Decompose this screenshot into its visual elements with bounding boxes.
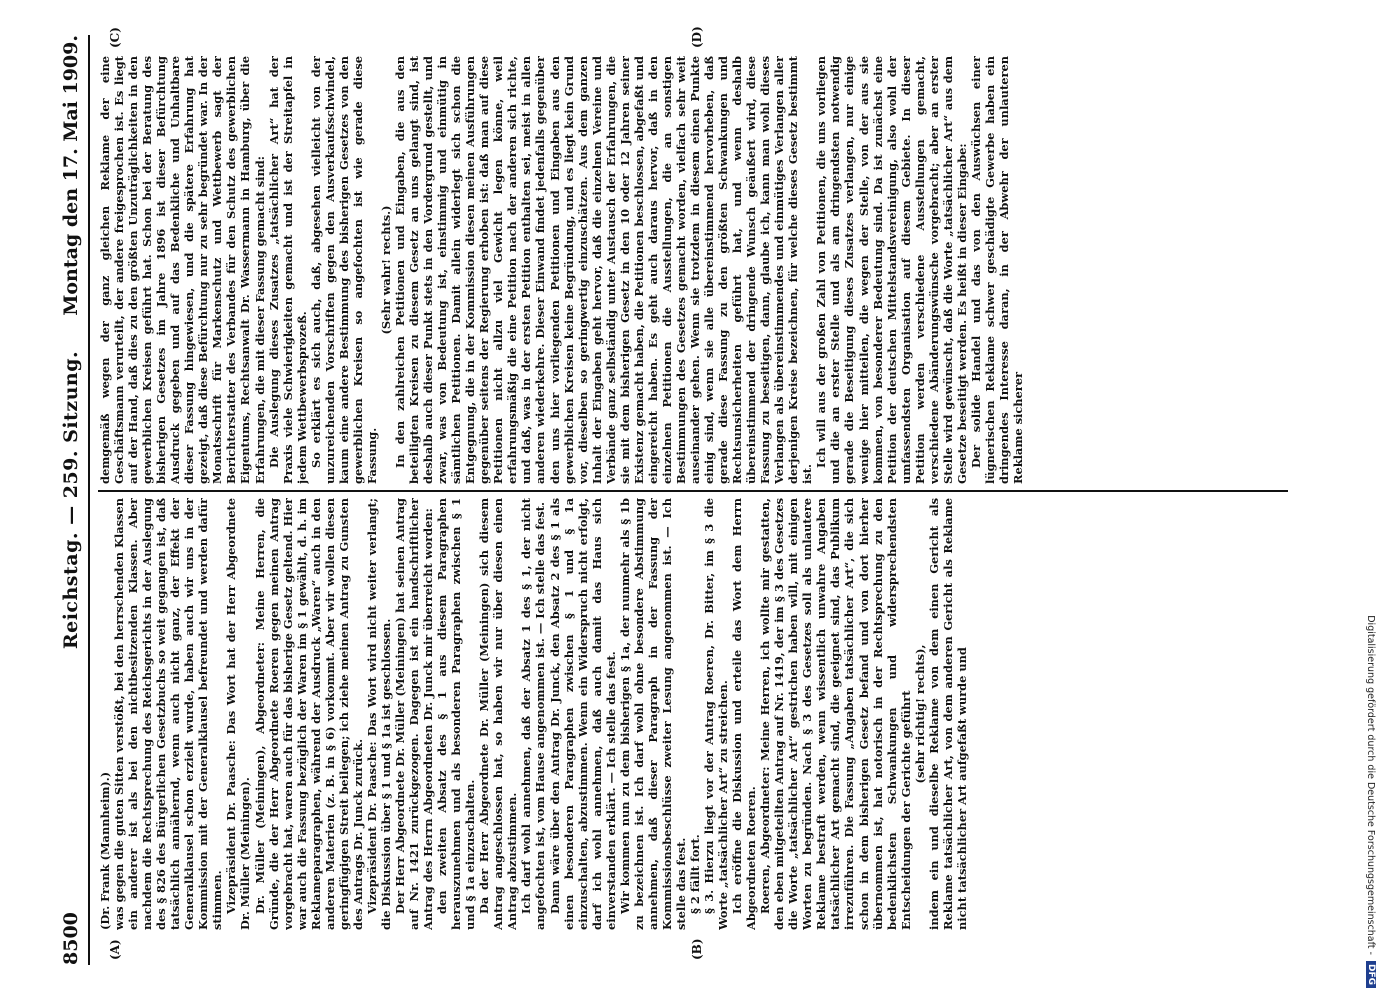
- paragraph: (sehr richtig! rechts),: [912, 644, 927, 784]
- paragraph: Der solide Handel und das von den Auswüchsen einer lügnerischen Reklame schwer geschädigte Gewerbe haben ein dringendes Interesse daran, in der Abwehr der unlauteren Reklame sicherer: [968, 56, 1026, 484]
- paragraph: Die Auslegung dieses Zusatzes „tatsächlicher Art“ hat der Praxis viele Schwierigkeiten gemacht und ist der Streitapfel in jedem Wettbewerbsprozeß.: [266, 56, 309, 484]
- paragraph: Vizepräsident Dr. Paasche: Das Wort hat der Herr Abgeordnete Dr. Müller (Meiningen).: [224, 498, 253, 930]
- session-date: Montag den 17. Mai 1909.: [60, 35, 82, 316]
- paragraph: indem ein und dieselbe Reklame von dem einen Gericht als Reklame tatsächlicher Art, von dem anderen Gericht als Reklame nicht tatsächlicher Art aufgefaßt wurde und: [926, 498, 969, 930]
- paragraph: § 2 fällt fort.: [687, 834, 702, 914]
- margin-marker-a: (A): [108, 939, 122, 960]
- right-column: [98, 56, 1298, 484]
- left-column: [98, 498, 1298, 930]
- paragraph: den zweiten Absatz des § 1 aus diesem Paragraphen herauszunehmen und als besonderen Paragraphen zwischen § 1 und § 1a einzuschalten.: [435, 498, 478, 930]
- column-divider: [98, 490, 1288, 492]
- paragraph: Der Herr Abgeordnete Dr. Müller (Meiningen) hat seinen Antrag auf Nr. 1421 zurückgezogen. Dagegen ist ein handschriftlicher Antrag des Herrn Abgeordneten Dr. Junck mir überreicht worden:: [392, 498, 436, 930]
- paragraph: Vizepräsident Dr. Paasche: Das Wort wird nicht weiter verlangt; die Diskussion über § 1 und § 1a ist geschlossen.: [364, 498, 393, 930]
- margin-marker-d: (D): [690, 26, 704, 48]
- paragraph: Ich eröffne die Diskussion und erteile das Wort dem Herrn Abgeordneten Roeren.: [730, 498, 759, 930]
- credit-text: Digitalisierung gefördert durch die Deutsche Forschungsgemeinschaft -: [1365, 615, 1377, 955]
- paragraph: Da der Herr Abgeordnete Dr. Müller (Meiningen) sich diesem Antrag angeschlossen hat, so haben wir nur über diesen einen Antrag abzustimmen.: [477, 498, 520, 930]
- paragraph: (Sehr wahr! rechts.): [378, 205, 393, 335]
- paragraph: (Dr. Frank (Mannheim).): [98, 771, 112, 930]
- paragraph: Dann wäre über den Antrag Dr. Junck, den Absatz 2 des § 1 als einen besonderen Paragraphen zwischen § 1 und § 1a einzuschalten, abzustimmen. Wenn ein Widerspruch nicht erfolgt, darf ich wohl annehmen, daß auch damit das Haus sich einverstanden erklärt. — Ich stelle das fest.: [547, 498, 618, 930]
- digitization-credit: [1362, 0, 1383, 1000]
- paragraph: So erklärt es sich auch, daß, abgesehen vielleicht von der unzureichenden Vorschriften gegen den Ausverkaufsschwindel, kaum eine andere Bestimmung des bisherigen Gesetzes von den gewerblichen Kreisen so angefochten ist wie gerade diese Fassung.: [308, 56, 379, 484]
- paragraph: Roeren, Abgeordneter: Meine Herren, ich wollte mir gestatten, den eben mitgeteilten Antrag auf Nr. 1419, der im § 3 des Gesetzes die Worte „tatsächlicher Art“ gestrichen haben will, mit einigen Worten zu begründen. Nach § 3 des Gesetzes soll als unlautere Reklame bestraft werden, wenn wissentlich unwahre Angaben tatsächlicher Art gemacht sind, die geeignet sind, das Publikum irrezuführen. Die Fassung „Angaben tatsächlicher Art“, die sich schon in dem bisherigen Gesetz befand und von dort hierher übernommen ist, hat notorisch in der Rechtsprechung zu den bedenklichsten Schwankungen und widersprechendsten Entscheidungen der Gerichte geführt: [758, 498, 913, 930]
- page-header: [48, 35, 90, 965]
- page-number: 8500: [60, 912, 82, 965]
- session-title: Reichstag. — 259. Sitzung.: [60, 350, 82, 650]
- paragraph: Ich darf wohl annehmen, daß der Absatz 1 des § 1, der nicht angefochten ist, vom Hause angenommen ist. — Ich stelle das fest.: [519, 498, 548, 930]
- paragraph: Dr. Müller (Meiningen), Abgeordneter: Meine Herren, die Gründe, die der Herr Abgeordnete Roeren gegen meinen Antrag vorgebracht hat, waren auch für das bisherige Gesetz geltend. Hier war auch die Fassung bezüglich der Waren im § 1 gewählt, d. h. im Reklameparagraphen, während der Ausdruck „Waren“ auch in den anderen Materien (z. B. in § 6) vorkommt. Aber wir wollen diesen geringfügigen Streit beilegen; ich ziehe meinen Antrag zu Gunsten des Antrags Dr. Junck zurück.: [252, 498, 365, 930]
- paragraph: Wir kommen nun zu dem bisherigen § 1a, der nunmehr als § 1b zu bezeichnen ist. Ich darf wohl ohne besondere Abstimmung annehmen, daß dieser Paragraph in der Fassung der Kommissionsbeschlüsse zweiter Lesung angenommen ist. — Ich stelle das fest.: [617, 498, 688, 930]
- paragraph: was gegen die guten Sitten verstößt, bei den herrschenden Klassen ein anderer ist als bei den nichtbesitzenden Klassen. Aber nachdem die Rechtsprechung des Reichsgerichts in der Auslegung des § 826 des Bürgerlichen Gesetzbuchs so weit gegangen ist, daß tatsächlich annähernd, wenn auch nicht ganz, der Effekt der Generalklausel schon erzielt wurde, haben auch wir uns in der Kommission mit der Generalklausel befreundet und werden dafür stimmen.: [112, 498, 225, 930]
- paragraph: § 3. Hierzu liegt vor der Antrag Roeren, Dr. Bitter, im § 3 die Worte „tatsächlicher Art“ zu streichen.: [702, 498, 731, 930]
- margin-marker-c: (C): [108, 27, 122, 48]
- paragraph: Ich will aus der großen Zahl von Petitionen, die uns vorliegen und die an erster Stelle und als am dringendsten notwendig gerade die Beseitigung dieses Zusatzes verlangen, nur einige wenige hier mitteilen, die wegen der Stelle, von der aus sie kommen, von besonderer Bedeutung sind. Da ist zunächst eine Petition der deutschen Mittelstandsvereinigung, also wohl der umfassendsten Organisation auf diesem Gebiete. In dieser Petition werden verschiedene Ausstellungen gemacht, verschiedene Abänderungswünsche vorgebracht; aber an erster Stelle wird gewünscht, daß die Worte „tatsächlicher Art“ aus dem Gesetze beseitigt werden. Es heißt in dieser Eingabe:: [814, 56, 969, 484]
- dfg-logo: DFG: [1366, 961, 1376, 988]
- paragraph: In den zahlreichen Petitionen und Eingaben, die aus den beteiligten Kreisen zu diesem Gesetz an uns gelangt sind, ist deshalb auch dieser Punkt stets in den Vordergrund gestellt, und zwar, was von Bedeutung ist, einstimmig und einmütig in sämtlichen Petitionen. Damit allein widerlegt sich schon die Entgegnung, die in der Kommission diesen meinen Ausführungen gegenüber seitens der Regierung erhoben ist: daß man auf diese Petitionen nicht allzu viel Gewicht legen könne, weil erfahrungsmäßig die eine Petition nach der anderen sich richte, und daß, was in der ersten Petition enthalten sei, meist in allen anderen wiederkehre. Dieser Einwand findet jedenfalls gegenüber den uns hier vorliegenden Petitionen und Eingaben aus den gewerblichen Kreisen keine Begründung, und es liegt kein Grund vor, dieselben so geringwertig einzuschätzen. Aus dem ganzen Inhalt der Eingaben geht hervor, daß die einzelnen Vereine und Verbände ganz selbständig unter Austausch der Erfahrungen, die sie mit dem bisherigen Gesetz in den 10 oder 12 Jahren seiner Existenz gemacht haben, die Petitionen beschlossen, abgefaßt und eingereicht haben. Es geht auch daraus hervor, daß in den einzelnen Petitionen die Ausstellungen, die an sonstigen Bestimmungen des Gesetzes gemacht worden, vielfach sehr weit auseinander gehen. Wenn sie trotzdem in diesem einen Punkte einig sind, wenn sie alle übereinstimmend hervorheben, daß gerade diese Fassung zu den größten Schwankungen und Rechtsunsicherheiten geführt hat, und wenn deshalb übereinstimmend der dringende Wunsch geäußert wird, diese Fassung zu beseitigen, dann, glaube ich, kann man wohl dieses Verlangen als übereinstimmendes und einmütiges Verlangen aller derjenigen Kreise bezeichnen, für welche dieses Gesetz bestimmt ist.: [392, 56, 815, 484]
- margin-marker-b: (B): [690, 938, 704, 960]
- paragraph: demgemäß wegen der ganz gleichen Reklame der eine Geschäftsmann verurteilt, der andere freigesprochen ist. Es liegt auf der Hand, daß dies zu den größten Unzuträglichkeiten in den gewerblichen Kreisen geführt hat. Schon bei der Beratung des bisherigen Gesetzes im Jahre 1896 ist dieser Befürchtung Ausdruck gegeben und auf das Bedenkliche und Unhaltbare dieser Fassung hingewiesen, und die spätere Erfahrung hat gezeigt, daß diese Befürchtung nur zu sehr begründet war. In der Monatsschrift für Markenschutz und Wettbewerb sagt der Berichterstatter des Verbandes für den Schutz des gewerblichen Eigentums, Rechtsanwalt Dr. Wassermann in Hamburg, über die Erfahrungen, die mit dieser Fassung gemacht sind:: [98, 56, 267, 484]
